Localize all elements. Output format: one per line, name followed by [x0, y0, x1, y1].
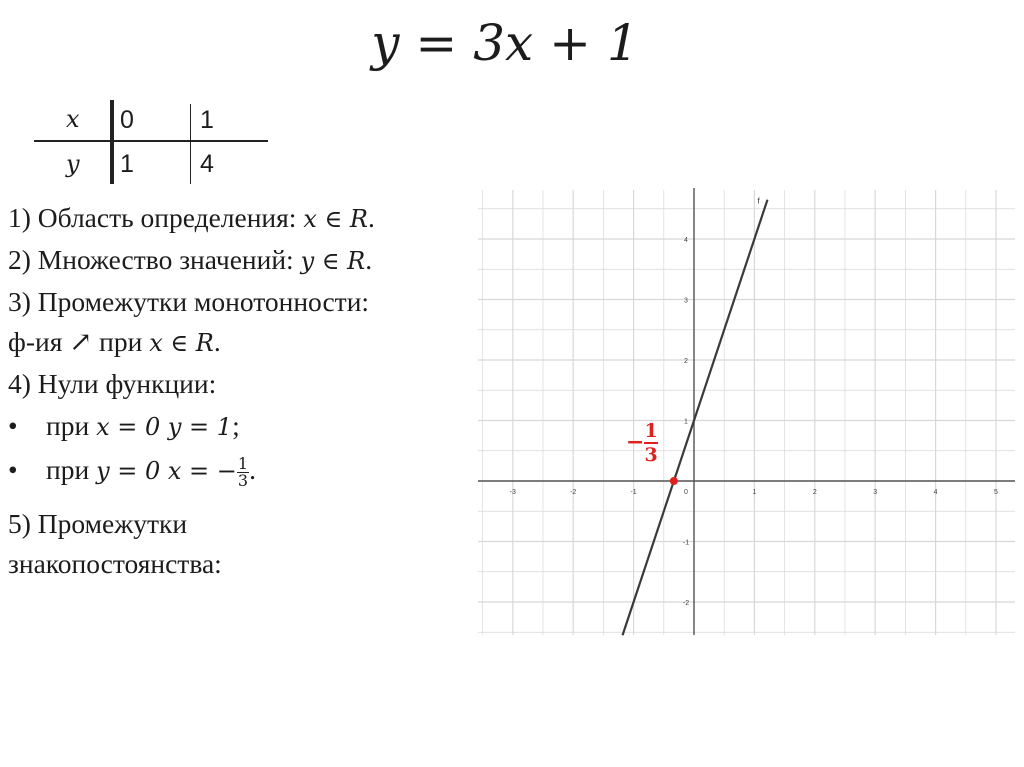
function-line: [623, 200, 768, 636]
zeros-bullet-2: • при y = 0 x = − $\frac{1}{3}$ .: [8, 454, 256, 491]
zeros-bullet-1: • при x = 0 y = 1;: [8, 410, 240, 441]
property-domain: 1) Область определения: x ∈ R.: [8, 202, 375, 233]
y-tick-label: 3: [684, 297, 688, 305]
table-cell-y1: 4: [200, 150, 214, 178]
x-tick-label: 0: [684, 489, 688, 496]
table-divider-vertical: [190, 104, 191, 184]
function-graph: [470, 180, 1022, 640]
table-cell-y0: 1: [120, 150, 134, 178]
y-tick-label: 2: [684, 358, 688, 365]
table-cell-x1: 1: [200, 106, 214, 134]
table-divider-vertical-bold: [110, 100, 114, 184]
property-zeros-title: 4) Нули функции:: [8, 368, 217, 399]
y-tick-label: 1: [684, 418, 688, 426]
property-monotonicity-value: ф-ия ↗ при x ∈ R.: [8, 326, 221, 357]
x-tick-label: 3: [873, 489, 878, 496]
page-title: y = 3x + 1: [371, 14, 639, 72]
x-tick-label: 2: [812, 489, 817, 496]
function-label: f: [757, 196, 760, 206]
property-monotonicity-title: 3) Промежутки монотонности:: [8, 286, 370, 317]
zero-point: [670, 477, 678, 485]
y-tick-label: -2: [682, 600, 690, 607]
x-tick-label: -2: [570, 489, 577, 496]
property-range: 2) Множество значений: y ∈ R.: [8, 244, 373, 275]
zero-point-label: − $\frac{1}{3}$: [626, 420, 658, 466]
property-sign-title: 5) Промежутки: [8, 508, 188, 539]
fraction-one-third: $\frac{1}{3}$: [237, 454, 249, 491]
x-tick-label: -1: [630, 489, 637, 496]
table-label-y: y: [66, 150, 80, 178]
y-tick-label: 4: [684, 237, 688, 244]
table-divider-horizontal: [34, 140, 268, 142]
x-tick-label: 5: [994, 489, 998, 496]
table-cell-x0: 0: [120, 106, 134, 134]
table-label-x: x: [66, 105, 80, 133]
y-tick-label: -1: [682, 539, 690, 547]
property-sign-title-cont: знакопостоянства:: [8, 548, 222, 579]
x-tick-label: -3: [509, 489, 516, 496]
x-tick-label: 1: [752, 489, 757, 496]
x-tick-label: 4: [933, 489, 938, 496]
